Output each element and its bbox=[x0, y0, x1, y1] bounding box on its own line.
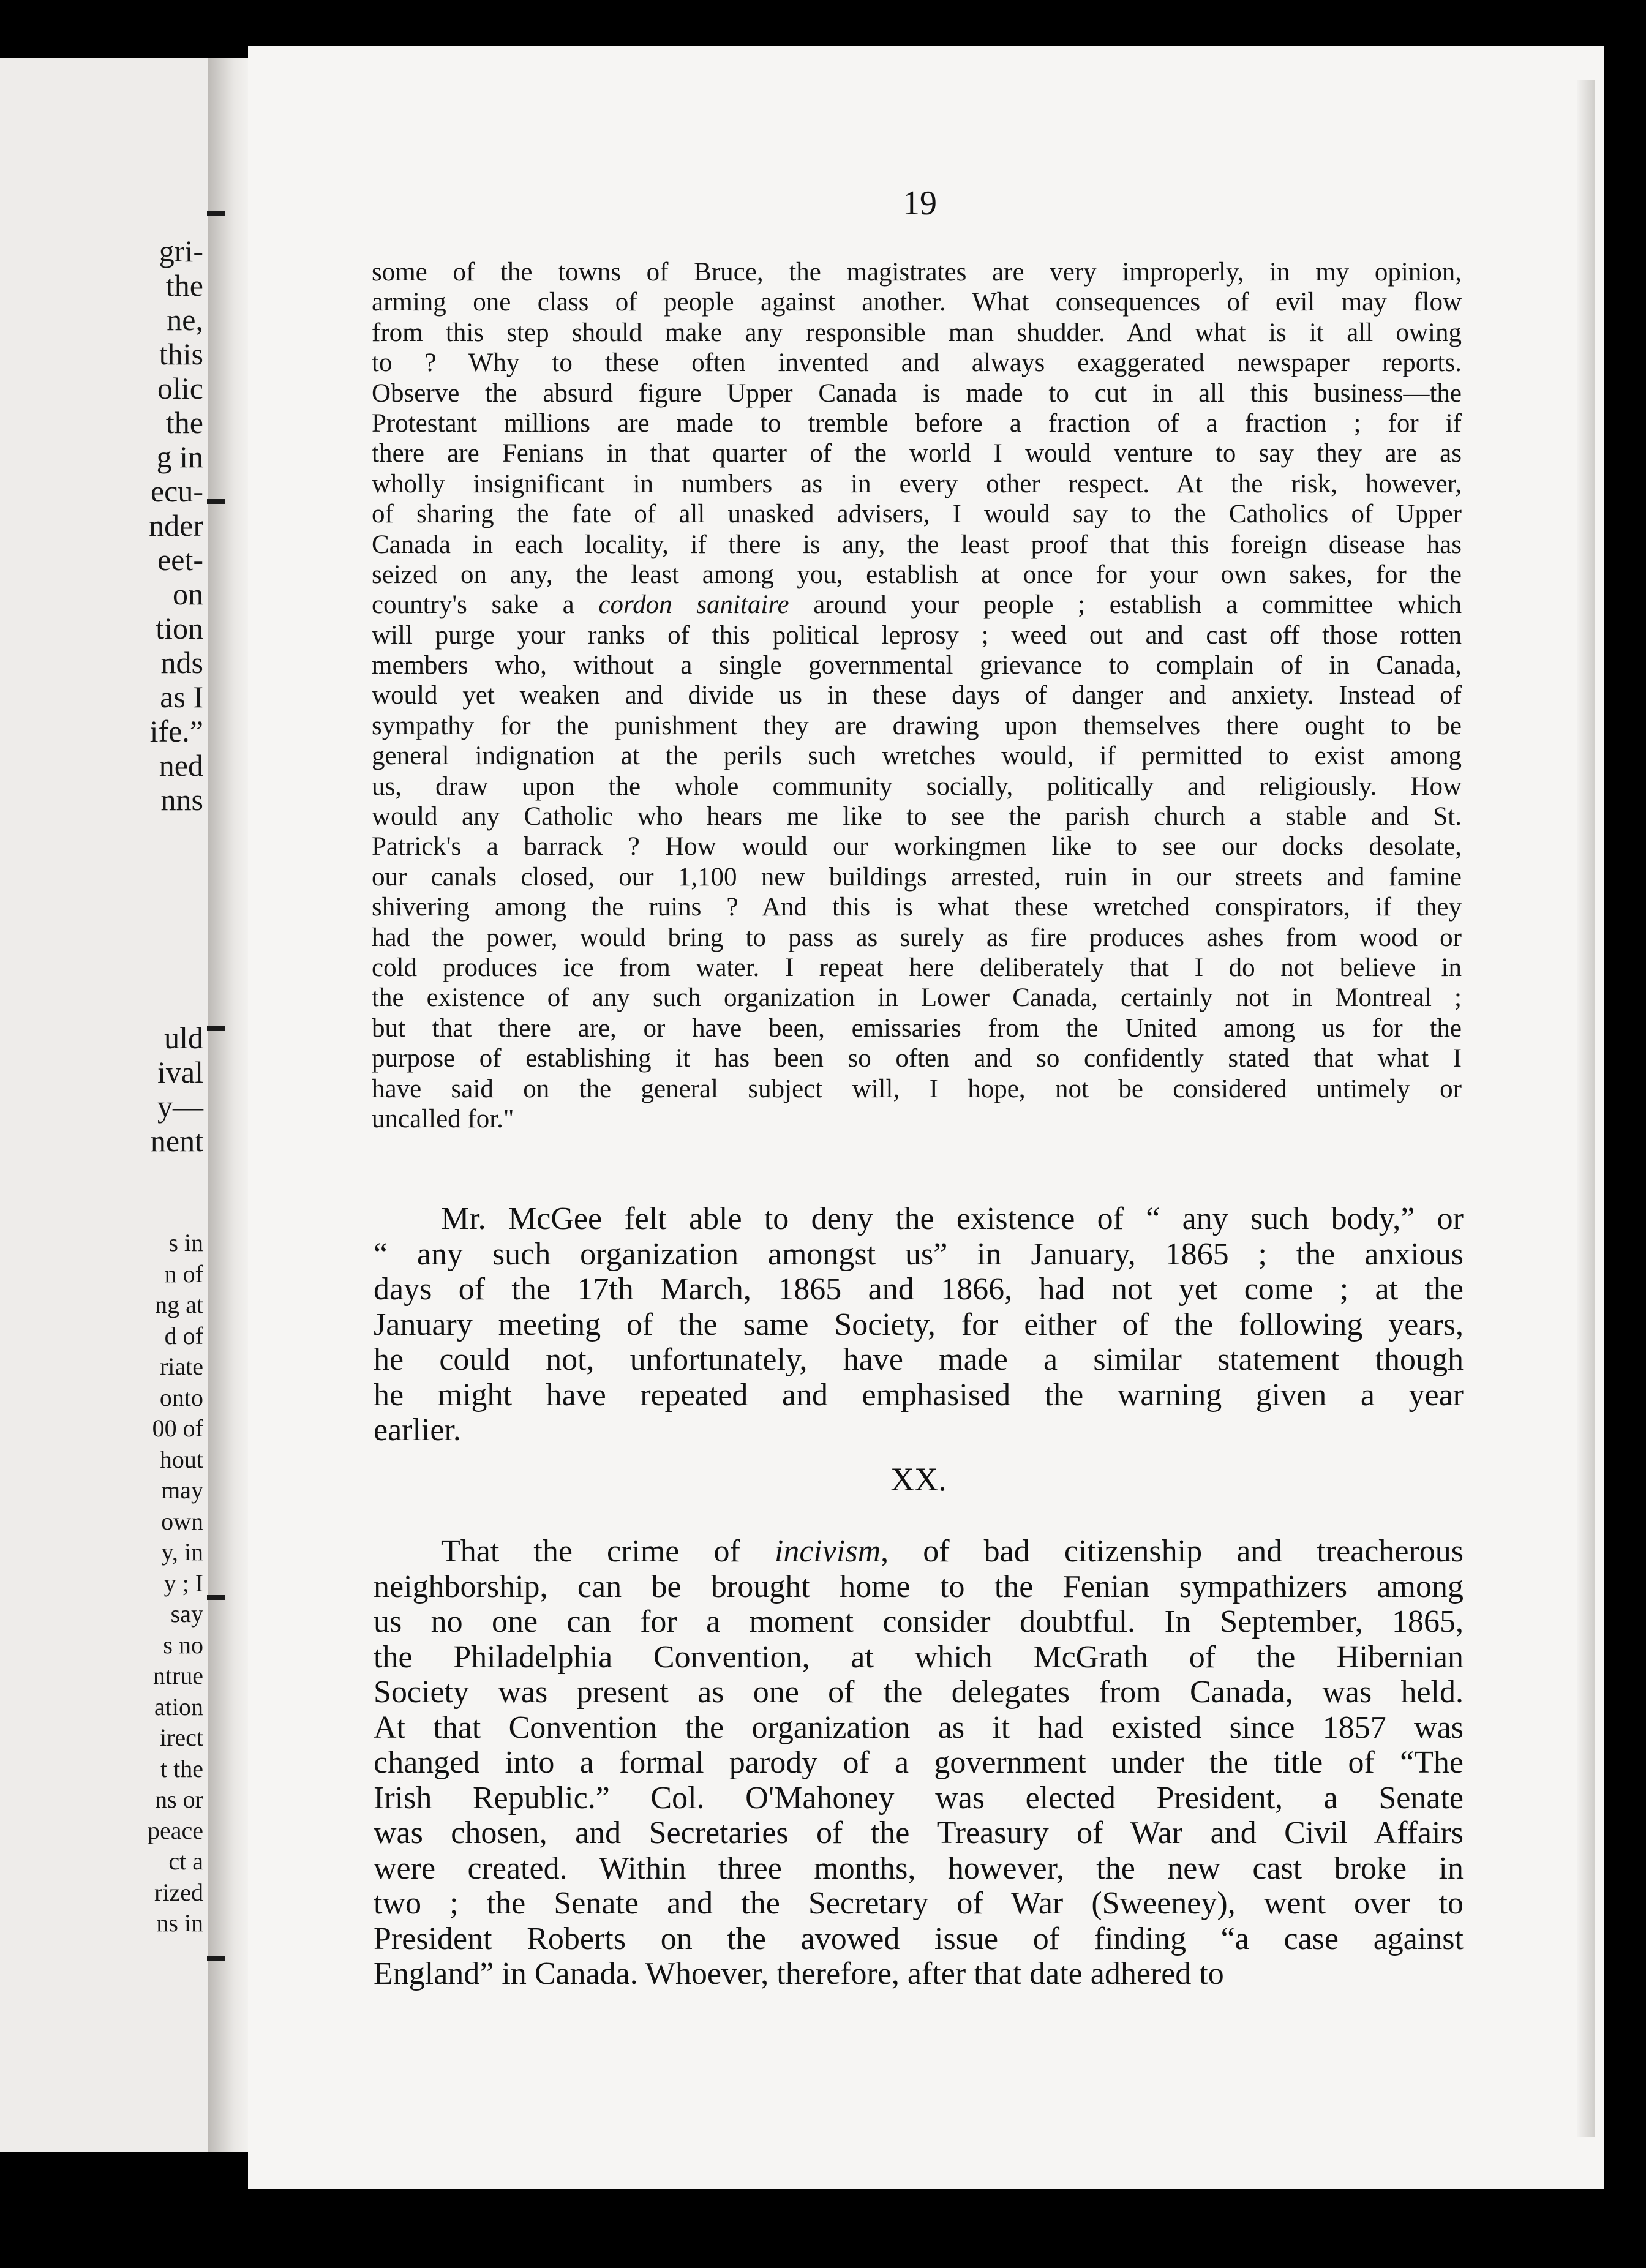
left-page-text-fragment: own bbox=[161, 1507, 203, 1535]
text-line: from this step should make any responsible man shudder. And what is it all owing bbox=[372, 318, 1462, 347]
left-page-text-fragment: y— bbox=[157, 1089, 203, 1124]
text-line: seized on any, the least among you, establish at once for your own sakes, for the bbox=[372, 560, 1462, 589]
text-line: some of the towns of Bruce, the magistrates are very improperly, in my opinion, bbox=[372, 258, 1462, 287]
text-line: two ; the Senate and the Secretary of War (Sweeney), went over to bbox=[374, 1886, 1464, 1921]
left-page-text-fragment: s no bbox=[163, 1631, 203, 1659]
left-page-text-fragment: gri- bbox=[159, 234, 203, 268]
left-page-text-fragment: on bbox=[173, 577, 203, 611]
left-page-text-fragment: uld bbox=[164, 1021, 203, 1055]
text-line: would any Catholic who hears me like to see the parish church a stable and St. bbox=[372, 802, 1462, 832]
text-line: That the crime of incivism, of bad citizenship and treacherous bbox=[441, 1534, 1464, 1569]
left-page-text-fragment: y, in bbox=[161, 1538, 203, 1566]
left-page-text-fragment: onto bbox=[159, 1383, 203, 1411]
text-line: have said on the general subject will, I hope, not be considered untimely or bbox=[372, 1074, 1462, 1103]
text-line: Irish Republic.” Col. O'Mahoney was elected President, a Senate bbox=[374, 1780, 1464, 1816]
left-page-text-fragment: ns or bbox=[155, 1785, 203, 1813]
spine-mark bbox=[207, 1595, 225, 1600]
text-line: cold produces ice from water. I repeat here deliberately that I do not believe in bbox=[372, 953, 1462, 982]
page-edge-shadow bbox=[1577, 80, 1595, 2137]
left-page-text-fragment: peace bbox=[147, 1816, 203, 1844]
spine-mark bbox=[207, 499, 225, 504]
text-line: neighborship, can be brought home to the Fenian sympathizers among bbox=[374, 1569, 1464, 1604]
left-page-text-fragment: ation bbox=[154, 1692, 203, 1721]
text-line: Observe the absurd figure Upper Canada is made to cut in all this business—the bbox=[372, 378, 1462, 408]
text-line: January meeting of the same Society, for either of the following years, bbox=[374, 1307, 1464, 1342]
left-page-text-fragment: riate bbox=[159, 1353, 203, 1380]
paragraph-mcgee bbox=[374, 1201, 1464, 1448]
text-line: sympathy for the punishment they are drawing upon themselves there ought to be bbox=[372, 711, 1462, 740]
text-line: country's sake a cordon sanitaire around your people ; establish a committee which bbox=[372, 590, 1462, 620]
text-line: President Roberts on the avowed issue of finding “a case against bbox=[374, 1921, 1464, 1956]
text-line: England” in Canada. Whoever, therefore, after that date adhered to bbox=[374, 1956, 1224, 1991]
text-line: Mr. McGee felt able to deny the existence of “ any such body,” or bbox=[441, 1201, 1464, 1236]
left-page-text-fragment: 00 of bbox=[152, 1414, 203, 1442]
left-page-text-fragment: as I bbox=[160, 680, 203, 714]
left-page-text-fragment: t the bbox=[160, 1754, 203, 1782]
text-line: there are Fenians in that quarter of the world I would venture to say they are as bbox=[372, 439, 1462, 468]
text-line: general indignation at the perils such wretches would, if permitted to exist among bbox=[372, 742, 1462, 771]
text-line: “ any such organization amongst us” in January, 1865 ; the anxious bbox=[374, 1236, 1464, 1272]
left-page-text-fragment: d of bbox=[164, 1321, 203, 1350]
left-page-text-fragment: s in bbox=[168, 1229, 203, 1256]
text-line: days of the 17th March, 1865 and 1866, had not yet come ; at the bbox=[374, 1272, 1464, 1307]
left-page-text-fragment: ned bbox=[159, 748, 203, 783]
paragraph-incivism bbox=[374, 1534, 1464, 1992]
left-page-text-fragment: ntrue bbox=[152, 1662, 203, 1689]
left-page-text-fragment: nns bbox=[160, 783, 203, 817]
text-line: uncalled for." bbox=[372, 1104, 514, 1133]
left-page-text-fragment: hout bbox=[159, 1445, 203, 1473]
text-line: the existence of any such organization in Lower Canada, certainly not in Montreal ; bbox=[372, 983, 1462, 1013]
left-page-text-fragment: tion bbox=[156, 611, 203, 645]
text-line: he could not, unfortunately, have made a similar statement though bbox=[374, 1342, 1464, 1377]
spine-mark bbox=[207, 211, 225, 216]
text-line: shivering among the ruins ? And this is what these wretched conspirators, if they bbox=[372, 893, 1462, 922]
left-page-text-fragment: nent bbox=[150, 1124, 203, 1158]
spine-mark bbox=[207, 1956, 225, 1961]
left-page-text-fragment: the bbox=[165, 405, 203, 440]
left-page-text-fragment: ival bbox=[157, 1055, 203, 1089]
left-page-text-fragment: ng at bbox=[155, 1291, 203, 1318]
text-line: was chosen, and Secretaries of the Treasury of War and Civil Affairs bbox=[374, 1816, 1464, 1850]
left-page-text-fragment: nder bbox=[149, 508, 203, 543]
left-page-text-fragment: olic bbox=[157, 371, 203, 405]
text-line: were created. Within three months, however, the new cast broke in bbox=[374, 1850, 1464, 1886]
left-page-text-fragment: eet- bbox=[157, 543, 203, 577]
text-line: had the power, would bring to pass as surely as fire produces ashes from wood or bbox=[372, 923, 1462, 952]
text-line: will purge your ranks of this political leprosy ; weed out and cast off those rotten bbox=[372, 620, 1462, 650]
left-page-text-fragment: the bbox=[165, 268, 203, 302]
text-line: our canals closed, our 1,100 new buildings arrested, ruin in our streets and famine bbox=[372, 862, 1462, 892]
text-line: but that there are, or have been, emissaries from the United among us for the bbox=[372, 1013, 1462, 1043]
text-line: earlier. bbox=[374, 1413, 461, 1448]
left-page-text-fragment: g in bbox=[156, 440, 203, 474]
left-page-text-fragment: ife.” bbox=[149, 714, 203, 748]
text-line: wholly insignificant in numbers as in every other respect. At the risk, however, bbox=[372, 469, 1462, 498]
left-page-text-fragment: irect bbox=[159, 1724, 203, 1751]
spine-mark bbox=[207, 1026, 225, 1031]
text-line: of sharing the fate of all unasked advisers, I would say to the Catholics of Upper bbox=[372, 500, 1462, 529]
text-line: Canada in each locality, if there is any, the least proof that this foreign disease has bbox=[372, 530, 1462, 559]
book-gutter bbox=[208, 58, 251, 2152]
page-number: 19 bbox=[903, 184, 937, 222]
text-line: would yet weaken and divide us in these days of danger and anxiety. Instead of bbox=[372, 681, 1462, 710]
text-line: purpose of establishing it has been so often and so confidently stated that what I bbox=[372, 1044, 1462, 1073]
text-line: arming one class of people against another. What consequences of evil may flow bbox=[372, 288, 1462, 317]
left-page-text-fragment: ns in bbox=[156, 1909, 203, 1937]
text-line: us, draw upon the whole community socially, politically and religiously. How bbox=[372, 772, 1462, 801]
left-page-text-fragment: this bbox=[159, 337, 203, 371]
left-page-text-fragment: nds bbox=[160, 645, 203, 680]
left-page-text-fragment: ne, bbox=[167, 302, 203, 337]
left-page-fragment bbox=[0, 58, 214, 2152]
text-line: members who, without a single governmental grievance to complain of in Canada, bbox=[372, 651, 1462, 680]
left-page-text-fragment: may bbox=[161, 1476, 203, 1504]
text-line: Patrick's a barrack ? How would our workingmen like to see our docks desolate, bbox=[372, 832, 1462, 862]
left-page-text-fragment: y ; I bbox=[163, 1569, 203, 1597]
text-line: to ? Why to these often invented and always exaggerated newspaper reports. bbox=[372, 348, 1462, 378]
quoted-speech-block bbox=[372, 257, 1462, 1134]
text-line: At that Convention the organization as it had existed since 1857 was bbox=[374, 1710, 1464, 1745]
left-page-text-fragment: rized bbox=[154, 1878, 203, 1906]
text-line: changed into a formal parody of a government under the title of “The bbox=[374, 1745, 1464, 1780]
left-page-text-fragment: ct a bbox=[168, 1847, 203, 1875]
text-line: the Philadelphia Convention, at which McGrath of the Hibernian bbox=[374, 1639, 1464, 1675]
section-heading: XX. bbox=[890, 1461, 947, 1498]
left-page-text-fragment: ecu- bbox=[150, 474, 203, 508]
left-page-text-fragment: say bbox=[170, 1600, 203, 1628]
text-line: us no one can for a moment consider doubtful. In September, 1865, bbox=[374, 1604, 1464, 1639]
text-line: Society was present as one of the delegates from Canada, was held. bbox=[374, 1675, 1464, 1710]
text-line: Protestant millions are made to tremble before a fraction of a fraction ; for if bbox=[372, 408, 1462, 438]
left-page-text-fragment: n of bbox=[164, 1260, 203, 1288]
text-line: he might have repeated and emphasised the warning given a year bbox=[374, 1377, 1464, 1413]
